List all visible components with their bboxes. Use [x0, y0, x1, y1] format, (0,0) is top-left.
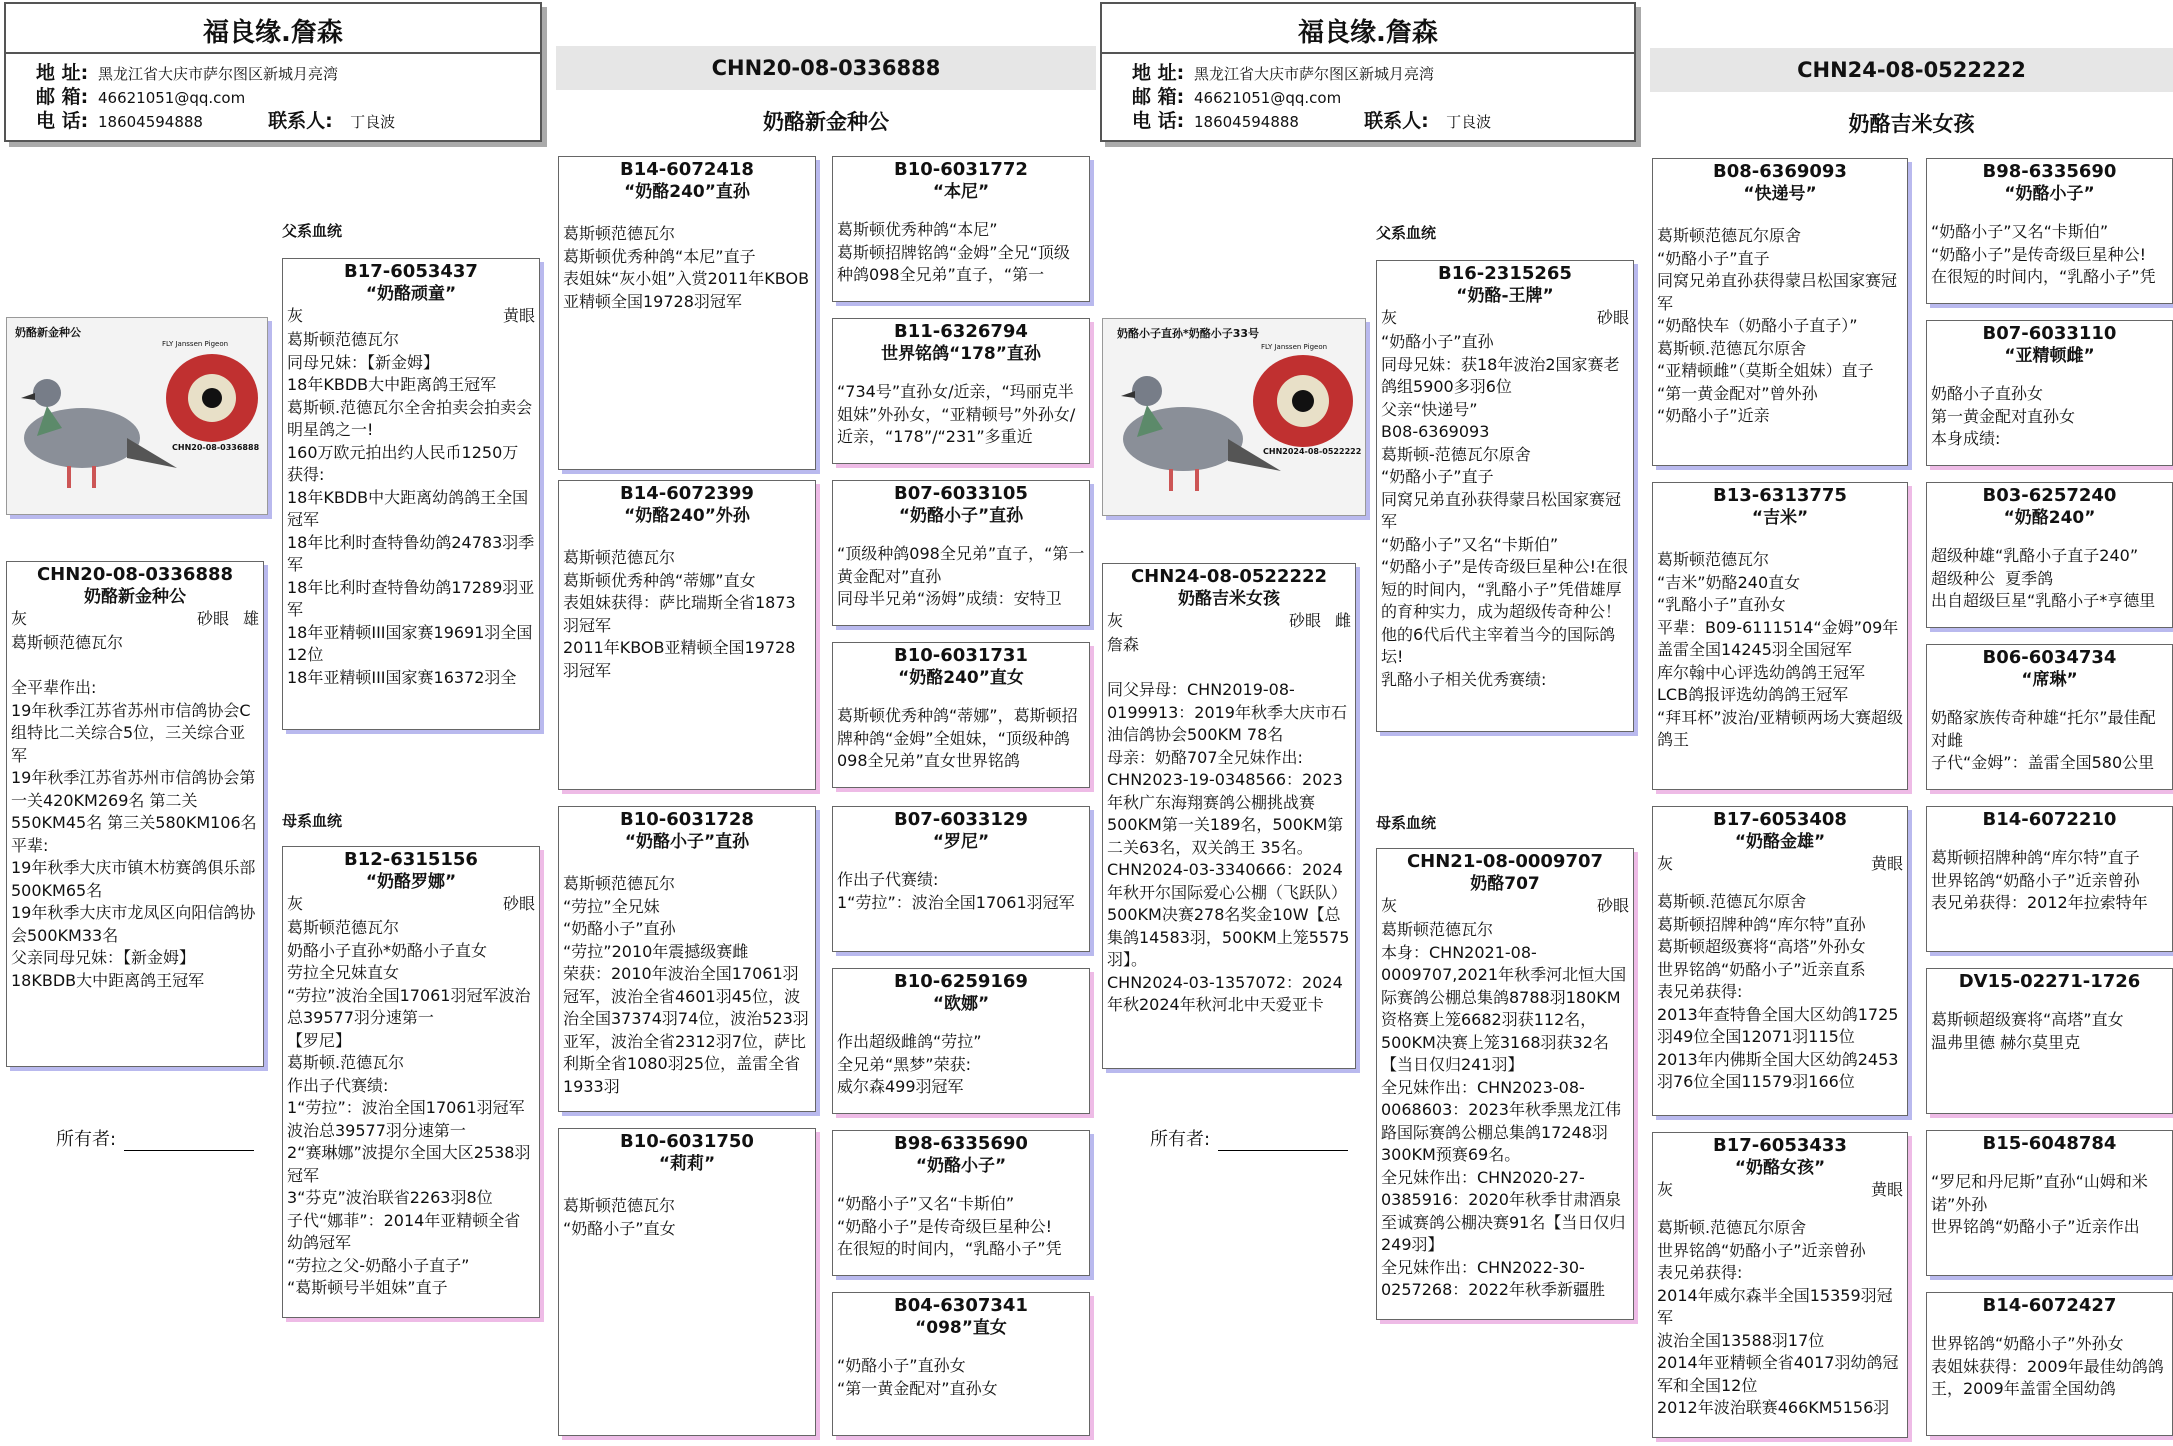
great-notes: 葛斯顿招牌种鸽“库尔特”直子 世界铭鸽“奶酪小子”近亲曾孙 表兄弟获得：2012年拉索特年 — [1931, 848, 2148, 912]
photo-title: 奶酪小子直孙*奶酪小子33号 — [1117, 327, 1260, 340]
main-sex: 雄 — [242, 609, 259, 628]
dam-ring: B12-6315156 — [344, 849, 478, 870]
great-nick: “奶酪小子” — [2004, 184, 2095, 204]
great-ring: DV15-02271-1726 — [1958, 971, 2141, 992]
grand-notes: 葛斯顿范德瓦尔原舍 “奶酪小子”直子 同窝兄弟直孙获得蒙吕松国家赛冠军 “奶酪快车（奶酪小子直子）” 葛斯顿.范德瓦尔原舍 “亚精顿雌”（莫斯全姐妹）直子 “第一黄金配对”曾外孙 “奶酪小子”近亲 — [1657, 226, 1898, 425]
grand-nick: “奶酪金雄” — [1734, 832, 1826, 852]
left-header — [4, 2, 542, 142]
dam-nick: “奶酪罗娜” — [365, 872, 457, 892]
right-great-card — [1926, 320, 2173, 466]
grand-nick: “奶酪女孩” — [1734, 1158, 1826, 1178]
main-eye: 砂眼 — [196, 609, 229, 628]
great-notes: “顶级种鸽098全兄弟”直子，“第一黄金配对”直孙 同母半兄弟“汤姆”成绩：安特卫 — [837, 544, 1085, 608]
grand-nick: “莉莉” — [658, 1154, 716, 1174]
great-nick: “欧娜” — [932, 994, 990, 1014]
contact-value: 丁良波 — [350, 113, 396, 131]
left-great-card — [832, 1130, 1090, 1276]
great-ring: B98-6335690 — [1982, 161, 2117, 182]
owner-label: 所有者: — [56, 1129, 117, 1150]
right-dam-card — [1376, 848, 1634, 1320]
main-notes: 葛斯顿范德瓦尔 全平辈作出: 19年秋季江苏省苏州市信鸽协会C组特比二关综合5位，三关综合亚军 19年秋季江苏省苏州市信鸽协会第一关420KM269名 第二关550KM45名 第三关580KM106名 平辈: 19年秋季大庆市镇木枋赛鸽俱乐部500KM65名 19年秋季大庆市龙凤区向阳信鸽协会500KM33名 父亲同母兄妹：【新金姆】 18KBDB大中距离鸽王冠军 — [11, 633, 257, 990]
right-sire-card — [1376, 260, 1634, 732]
great-notes: 超级种雄“乳酪小子直子240” 超级种公 夏季鸽 出自超级巨星“乳酪小子*亨德里 — [1931, 546, 2156, 610]
great-ring: B07-6033110 — [1982, 323, 2117, 344]
grand-notes: 葛斯顿范德瓦尔 “奶酪小子”直女 — [563, 1196, 676, 1238]
sire-nick: “奶酪-王牌” — [1456, 286, 1554, 306]
great-ring: B07-6033105 — [894, 483, 1028, 504]
pigeon-icon — [1103, 319, 1365, 515]
contact-label: 联系人: — [268, 110, 333, 132]
grand-ring: B10-6031728 — [620, 809, 754, 830]
left-great-card — [832, 480, 1090, 626]
right-grand-card — [1652, 1132, 1908, 1438]
main-name: 奶酪吉米女孩 — [1178, 589, 1280, 609]
left-great-card — [832, 1292, 1090, 1436]
sire-ring: B17-6053437 — [344, 261, 478, 282]
great-ring: B10-6031731 — [894, 645, 1028, 666]
main-notes: 詹森 同父异母：CHN2019-08-0199913：2019年秋季大庆市石油信鸽协会500KM 78名 母亲：奶酪707全兄妹作出: CHN2023-19-0348566：2023年秋广东海翔赛鸽公棚挑战赛500KM第一关189名，500KM第二关63名，双关鸽王 35名。 CHN2024-03-3340666：2024年秋开尔国际爱心公棚（飞跃队）500KM决赛278名奖金10W【总集鸽14583羽，500KM上笼5575羽】。 CHN2024-03-1357072：2024年秋2024年秋河北中天爱亚卡 — [1107, 635, 1350, 1014]
left-grand-card — [558, 480, 816, 790]
owner-label: 所有者: — [1150, 1129, 1211, 1150]
grand-eye: 黄眼 — [1870, 854, 1903, 873]
photo-brand: FLY Janssen Pigeon — [1261, 343, 1328, 351]
great-notes: 作出超级雌鸽“劳拉” 全兄弟“黑梦”荣获: 威尔森499羽冠军 — [837, 1032, 982, 1096]
sire-eye: 砂眼 — [1596, 308, 1629, 327]
right-great-card — [1926, 644, 2173, 790]
right-great-card — [1926, 482, 2173, 628]
photo-ring: CHN20-08-0336888 — [172, 443, 260, 452]
great-notes: “罗尼和丹尼斯”直孙“山姆和米诺”外孙 世界铭鸽“奶酪小子”近亲作出 — [1931, 1172, 2148, 1236]
great-ring: B07-6033129 — [894, 809, 1028, 830]
phone-label: 电 话: — [36, 110, 89, 132]
great-nick: “本尼” — [932, 182, 990, 202]
address-value: 黑龙江省大庆市萨尔图区新城月亮湾 — [1194, 65, 1435, 83]
left-pigeon-photo — [6, 317, 268, 515]
right-owner — [1150, 1125, 1348, 1151]
main-name: 奶酪新金种公 — [84, 587, 186, 607]
great-notes: 葛斯顿优秀种鸽“本尼” 葛斯顿招牌铭鸽“金姆”全兄“顶级种鸽098全兄弟”直子，“第一 — [837, 220, 1070, 284]
great-nick: “奶酪小子”直孙 — [898, 506, 1024, 526]
great-nick: “奶酪240”直女 — [898, 668, 1024, 688]
great-nick: “奶酪240” — [2003, 508, 2096, 528]
left-great-card — [832, 968, 1090, 1114]
email-value: 46621051@qq.com — [1194, 89, 1342, 107]
left-main-card — [6, 561, 264, 1067]
great-notes: “奶酪小子”又名“卡斯伯” “奶酪小子”是传奇级巨星种公! 在很短的时间内，“乳酪小子”凭 — [837, 1194, 1062, 1258]
photo-ring: CHN2024-08-0522222 — [1263, 447, 1362, 456]
phone-value: 18604594888 — [98, 113, 203, 131]
sire-notes: 葛斯顿范德瓦尔 同母兄妹：【新金姆】 18年KBDB大中距离鸽王冠军 葛斯顿.范德瓦尔全舍拍卖会拍卖会明星鸽之一! 160万欧元拍出约人民币1250万 获得: 18年KBDB中大距离幼鸽鸽王全国冠军 18年比利时查特鲁幼鸽24783羽季军 18年比利时查特鲁幼鸽17289羽亚军 18年亚精顿III国家赛19691羽全国12位 18年亚精顿III国家赛16372羽全 — [287, 330, 535, 687]
right-header — [1100, 2, 1636, 142]
right-ring-band: CHN24-08-0522222 — [1650, 48, 2173, 92]
right-great-card — [1926, 1292, 2173, 1436]
grand-notes: 葛斯顿范德瓦尔 “吉米”奶酪240直女 “乳酪小子”直孙女 平辈：B09-6111514“金姆”09年盖雷全国14245羽全国冠军 库尔翰中心评选幼鸽鸽王冠军 LCB鸽报评选幼鸽鸽王冠军 “拜耳杯”波治/亚精顿两场大赛超级鸽王 — [1657, 550, 1903, 749]
great-nick: “罗尼” — [932, 832, 990, 852]
great-notes: 奶酪家族传奇种雄“托尔”最佳配对雌 子代“金姆”：盖雷全国580公里 — [1931, 708, 2156, 772]
dam-eye: 砂眼 — [502, 894, 535, 913]
left-grand-card — [558, 1128, 816, 1436]
great-ring: B04-6307341 — [894, 1295, 1028, 1316]
great-ring: B06-6034734 — [1982, 647, 2117, 668]
pigeon-icon — [7, 318, 267, 514]
main-eye: 砂眼 — [1288, 611, 1321, 630]
right-great-card — [1926, 1130, 2173, 1276]
grand-ring: B17-6053408 — [1713, 809, 1847, 830]
grand-nick: “奶酪240”直孙 — [624, 182, 750, 202]
right-pigeon-photo — [1102, 318, 1366, 516]
right-great-card — [1926, 968, 2173, 1114]
sire-nick: “奶酪顽童” — [365, 284, 457, 304]
address-label: 地 址: — [1132, 62, 1185, 84]
great-notes: “734号”直孙女/近亲，“玛丽克半姐妹”外孙女，“亚精顿号”外孙女/近亲，“178”/“231”多重近 — [837, 382, 1076, 446]
right-grand-card — [1652, 806, 1908, 1116]
address-label: 地 址: — [36, 62, 89, 84]
sire-eye: 黄眼 — [502, 306, 535, 325]
great-ring: B10-6259169 — [894, 971, 1028, 992]
great-notes: 世界铭鸽“奶酪小子”外孙女 表姐妹获得：2009年最佳幼鸽鸽王，2009年盖雷全国幼鸽 — [1931, 1334, 2164, 1398]
left-great-card — [832, 806, 1090, 952]
great-ring: B03-6257240 — [1982, 485, 2117, 506]
grand-nick: “奶酪小子”直孙 — [624, 832, 750, 852]
email-value: 46621051@qq.com — [98, 89, 246, 107]
great-ring: B98-6335690 — [894, 1133, 1028, 1154]
left-dam-label: 母系血统 — [282, 812, 343, 830]
great-notes: “奶酪小子”又名“卡斯伯” “奶酪小子”是传奇级巨星种公! 在很短的时间内，“乳酪小子”凭 — [1931, 222, 2156, 286]
dam-color: 灰 — [287, 894, 304, 913]
main-ring: CHN24-08-0522222 — [1130, 566, 1328, 587]
grand-notes: 葛斯顿范德瓦尔 葛斯顿优秀种鸽“蒂娜”直女 表姐妹获得：萨比瑞斯全省1873羽冠军 2011年KBOB亚精顿全国19728羽冠军 — [563, 548, 796, 680]
main-ring: CHN20-08-0336888 — [36, 564, 234, 585]
left-sire-label: 父系血统 — [282, 222, 343, 240]
great-nick: “奶酪小子” — [915, 1156, 1007, 1176]
photo-title: 奶酪新金种公 — [15, 326, 81, 339]
address-value: 黑龙江省大庆市萨尔图区新城月亮湾 — [98, 65, 339, 83]
phone-value: 18604594888 — [1194, 113, 1299, 131]
grand-ring: B14-6072418 — [620, 159, 754, 180]
right-great-card — [1926, 158, 2173, 304]
left-owner — [56, 1125, 254, 1151]
left-pigeon-name: 奶酪新金种公 — [763, 110, 889, 134]
right-pigeon-name: 奶酪吉米女孩 — [1848, 112, 1975, 136]
right-main-card — [1102, 563, 1356, 1069]
email-label: 邮 箱: — [36, 86, 89, 108]
grand-eye: 黄眼 — [1870, 1180, 1903, 1199]
main-sex: 雌 — [1334, 611, 1351, 630]
main-color: 灰 — [11, 609, 28, 628]
sire-color: 灰 — [1381, 308, 1398, 327]
great-notes: 葛斯顿超级赛将“高塔”直女 温弗里德 赫尔莫里克 — [1931, 1010, 2124, 1052]
grand-nick: “奶酪240”外孙 — [624, 506, 750, 526]
main-color: 灰 — [1107, 611, 1124, 630]
grand-notes: 葛斯顿范德瓦尔 葛斯顿优秀种鸽“本尼”直子 表姐妹“灰小姐”入赏2011年KBOB亚精顿全国19728羽冠军 — [563, 224, 810, 311]
grand-ring: B08-6369093 — [1713, 161, 1847, 182]
great-nick: “098”直女 — [915, 1318, 1007, 1338]
grand-ring: B14-6072399 — [620, 483, 754, 504]
owner-line[interactable] — [124, 1150, 254, 1151]
sire-color: 灰 — [287, 306, 304, 325]
left-ring-band: CHN20-08-0336888 — [556, 46, 1096, 90]
sire-ring: B16-2315265 — [1438, 263, 1572, 284]
right-great-card — [1926, 806, 2173, 952]
right-dam-label: 母系血统 — [1376, 814, 1437, 832]
right-grand-card — [1652, 158, 1908, 466]
grand-nick: “快递号” — [1743, 184, 1817, 204]
left-great-card — [832, 318, 1090, 464]
dam-nick: 奶酪707 — [1470, 874, 1540, 894]
great-nick: “席琳” — [2021, 670, 2078, 690]
dam-color: 灰 — [1381, 896, 1398, 915]
dam-notes: 葛斯顿范德瓦尔 奶酪小子直孙*奶酪小子直女 劳拉全兄妹直女 “劳拉”波治全国17061羽冠军波治总39577羽分速第一 【罗尼】 葛斯顿.范德瓦尔 作出子代赛绩: 1“劳拉”：波治全国17061羽冠军波治总39577羽分速第一 2“赛琳娜”波提尔全国大区2538羽冠军 3“芬克”波治联省2263羽8位 子代“娜菲”：2014年亚精顿全省幼鸽冠军 “劳拉之父-奶酪小子直子” “葛斯顿号半姐妹”直子 — [287, 918, 531, 1297]
photo-brand: FLY Janssen Pigeon — [162, 340, 229, 348]
dam-eye: 砂眼 — [1596, 896, 1629, 915]
sire-notes: “奶酪小子”直孙 同母兄妹：获18年波治2国家赛老鸽组5900多羽6位 父亲“快递号” B08-6369093 葛斯顿-范德瓦尔原舍 “奶酪小子”直子 同窝兄弟直孙获得蒙吕松国家赛冠军 “奶酪小子”又名“卡斯伯” “奶酪小子”是传奇级巨星种公!在很短的时间内，“乳酪小子”凭借雄厚的育种实力，成为超级传奇种公！他的6代后代主宰着当今的国际鸽坛! 乳酪小子相关优秀赛绩: — [1381, 332, 1628, 689]
grand-notes: 葛斯顿.范德瓦尔原舍 葛斯顿招牌种鸽“库尔特”直孙 葛斯顿超级赛将“高塔”外孙女 世界铭鸽“奶酪小子”近亲直系 表兄弟获得: 2013年查特鲁全国大区幼鸽1725羽49位全国12071羽115位 2013年内佛斯全国大区幼鸽2453羽76位全国11579羽166位 — [1657, 892, 1899, 1091]
grand-color: 灰 — [1657, 1180, 1674, 1199]
left-great-card — [832, 156, 1090, 302]
owner-line[interactable] — [1218, 1150, 1348, 1151]
great-ring: B10-6031772 — [894, 159, 1028, 180]
email-label: 邮 箱: — [1132, 86, 1185, 108]
phone-label: 电 话: — [1132, 110, 1185, 132]
left-header-title: 福良缘.詹森 — [6, 4, 540, 54]
great-ring: B15-6048784 — [1982, 1133, 2117, 1154]
great-ring: B14-6072210 — [1982, 809, 2117, 830]
dam-ring: CHN21-08-0009707 — [1406, 851, 1604, 872]
grand-ring: B17-6053433 — [1713, 1135, 1847, 1156]
grand-notes: 葛斯顿.范德瓦尔原舍 世界铭鸽“奶酪小子”近亲曾孙 表兄弟获得: 2014年威尔森半全国15359羽冠军 波治全国13588羽17位 2014年亚精顿全省4017羽幼鸽冠军和全国12位 2012年波治联赛466KM5156羽 — [1657, 1218, 1899, 1417]
grand-nick: “吉米” — [1751, 508, 1809, 528]
contact-label: 联系人: — [1364, 110, 1429, 132]
great-notes: 奶酪小子直孙女 第一黄金配对直孙女 本身成绩: — [1931, 384, 2076, 448]
great-nick: 世界铭鸽“178”直孙 — [881, 344, 1041, 364]
grand-ring: B10-6031750 — [620, 1131, 754, 1152]
great-nick: “亚精顿雌” — [2004, 346, 2095, 366]
great-ring: B11-6326794 — [894, 321, 1028, 342]
right-grand-card — [1652, 482, 1908, 790]
left-great-card — [832, 642, 1090, 788]
grand-notes: 葛斯顿范德瓦尔 “劳拉”全兄妹 “奶酪小子”直孙 “劳拉”2010年震撼级赛雌 荣获：2010年波治全国17061羽冠军，波治全省4601羽45位，波治全国37374羽74位，波治523羽亚军，波治全省2312羽7位，萨比利斯全省1080羽25位，盖雷全省1933羽 — [563, 874, 809, 1096]
great-notes: 葛斯顿优秀种鸽“蒂娜”，葛斯顿招牌种鸽“金姆”全姐妹，“顶级种鸽098全兄弟”直女世界铭鸽 — [837, 706, 1078, 770]
great-notes: “奶酪小子”直孙女 “第一黄金配对”直孙女 — [837, 1356, 998, 1398]
left-dam-card — [282, 846, 540, 1318]
left-sire-card — [282, 258, 540, 730]
left-grand-card — [558, 806, 816, 1112]
right-header-title: 福良缘.詹森 — [1102, 4, 1634, 54]
dam-notes: 葛斯顿范德瓦尔 本身：CHN2021-08-0009707,2021年秋季河北恒大国际赛鸽公棚总集鸽8788羽180KM资格赛上笼6682羽获112名，500KM决赛上笼3168羽获32名【当日仅归241羽】 全兄妹作出：CHN2023-08-0068603：2023年秋季黑龙江伟路国际赛鸽公棚总集鸽17248羽300KM预赛69名。 全兄妹作出：CHN2020-27-0385916：2020年秋季甘肃酒泉至诚赛鸽公棚决赛91名【当日仅归249羽】 全兄妹作出：CHN2022-30-0257268：2022年秋季新疆胜 — [1381, 920, 1627, 1299]
left-grand-card — [558, 156, 816, 470]
grand-ring: B13-6313775 — [1713, 485, 1847, 506]
great-ring: B14-6072427 — [1982, 1295, 2117, 1316]
grand-color: 灰 — [1657, 854, 1674, 873]
right-sire-label: 父系血统 — [1376, 224, 1437, 242]
great-notes: 作出子代赛绩: 1“劳拉”：波治全国17061羽冠军 — [837, 870, 1075, 912]
contact-value: 丁良波 — [1446, 113, 1492, 131]
